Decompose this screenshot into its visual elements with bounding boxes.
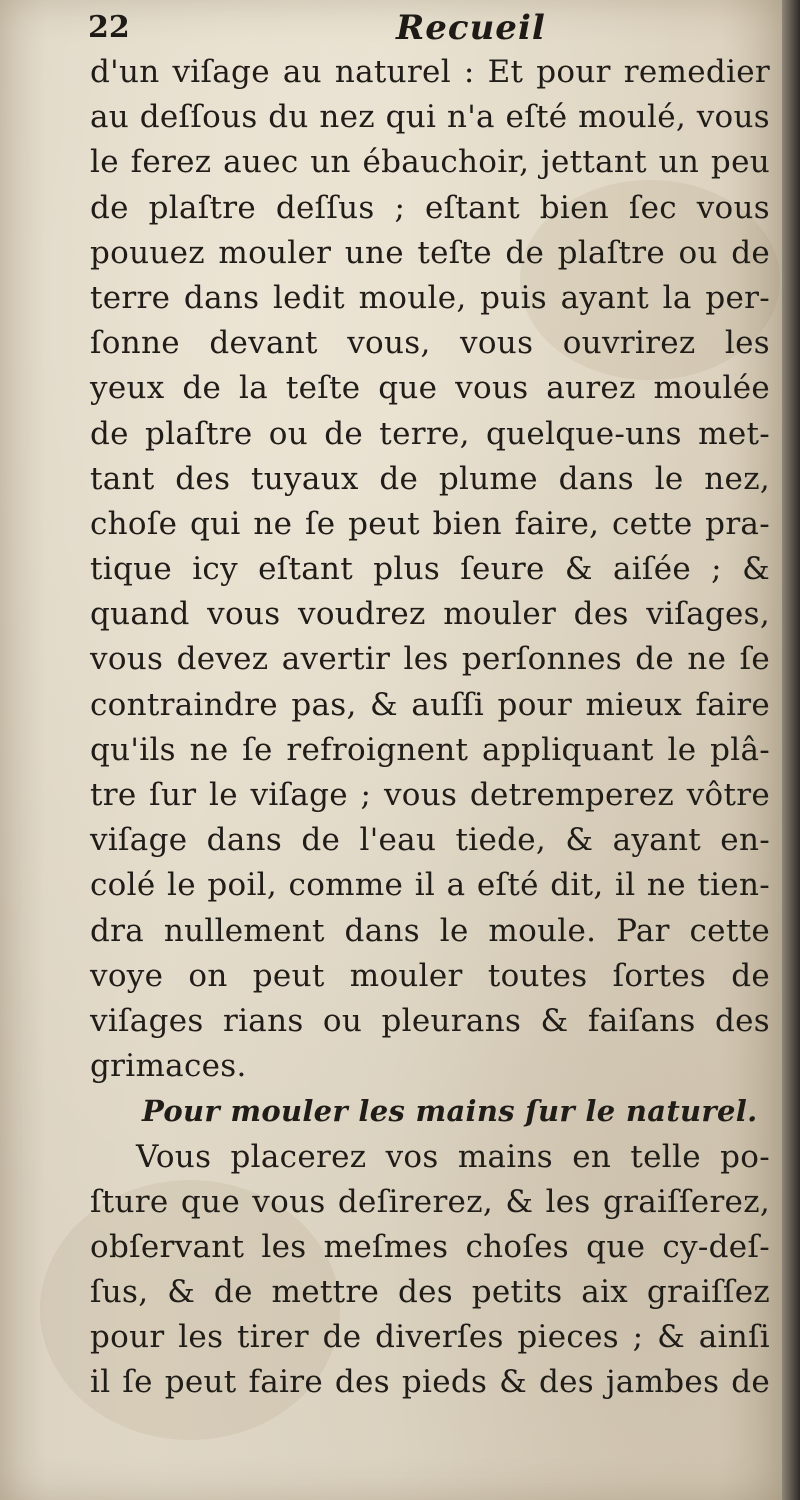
text-line: d'un viſage au naturel : Et pour remedier	[90, 54, 770, 90]
text-line: le ferez auec un ébauchoir, jettant un peu	[90, 144, 770, 181]
text-line: ſus, & de mettre des petits aix graiſſez	[90, 1274, 770, 1311]
running-head: Recueil	[396, 8, 546, 48]
text-line: terre dans ledit moule, puis ayant la per-	[90, 279, 770, 316]
page-edge-shadow	[782, 0, 800, 1500]
body-text	[90, 50, 770, 1406]
text-line: ſture que vous deſirerez, & les graiſſerez,	[90, 1183, 770, 1220]
text-line: choſe qui ne ſe peut bien faire, cette pra-	[90, 505, 770, 542]
text-line: qu'ils ne ſe refroignent appliquant le plâ-	[90, 731, 770, 768]
text-line: vous devez avertir les perſonnes de ne ſe	[90, 641, 770, 678]
text-line: pouuez mouler une teſte de plaſtre ou de	[90, 234, 770, 271]
text-line: voye on peut mouler toutes ſortes de	[90, 957, 770, 994]
section-heading: Pour mouler les mains ſur le naturel.	[142, 1094, 758, 1129]
text-line: tique icy eſtant plus ſeure & aiſée ; &	[90, 551, 770, 588]
text-line: de plaſtre ou de terre, quelque-uns met-	[90, 415, 770, 452]
text-line: obſervant les meſmes choſes que cy-deſ-	[90, 1228, 770, 1265]
text-line: quand vous voudrez mouler des viſages,	[90, 596, 770, 633]
text-line: ſonne devant vous, vous ouvrirez les	[90, 325, 770, 362]
page-number: 22	[88, 10, 130, 45]
text-line: viſage dans de l'eau tiede, & ayant en-	[90, 822, 770, 859]
text-line: colé le poil, comme il a eſté dit, il ne tien-	[90, 867, 770, 904]
text-line: grimaces.	[90, 1048, 247, 1085]
text-line: yeux de la teſte que vous aurez moulée	[90, 370, 770, 407]
text-line: au deſſous du nez qui n'a eſté moulé, vous	[90, 99, 770, 136]
page-header	[88, 6, 748, 50]
text-line: tre ſur le viſage ; vous detremperez vôtre	[90, 777, 770, 813]
text-line: il ſe peut faire des pieds & des jambes de	[90, 1364, 770, 1401]
text-line: contraindre pas, & auſſi pour mieux faire	[90, 686, 770, 723]
text-line: viſages rians ou pleurans & faiſans des	[90, 1002, 770, 1039]
text-line: dra nullement dans le moule. Par cette	[90, 912, 770, 949]
text-line: tant des tuyaux de plume dans le nez,	[90, 460, 770, 497]
text-line: de plaſtre deſſus ; eſtant bien ſec vous	[90, 189, 770, 226]
text-line: Vous placerez vos mains en telle po-	[136, 1138, 770, 1175]
text-line: pour les tirer de diverſes pieces ; & ainſi	[90, 1319, 770, 1356]
